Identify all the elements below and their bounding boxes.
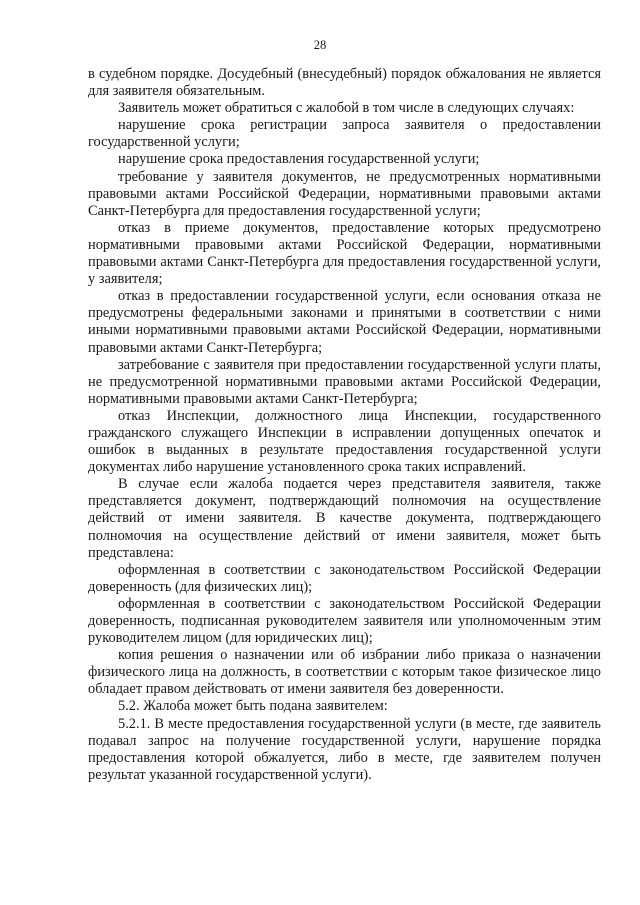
document-body [88, 66, 601, 784]
list-item: отказ в предоставлении государственной услуги, если основания отказа не предусмотрены федеральными законами и принятыми в соответствии с ними иными нормативными правовыми актами Российской Федерации, нормативными правовыми актами Санкт-Петербурга; [88, 288, 601, 356]
paragraph: В случае если жалоба подается через представителя заявителя, также представляется документ, подтверждающий полномочия на осуществление действий от имени заявителя. В качестве документа, подтверждающего полномочия на осуществление действий от имени заявителя, может быть представлена: [88, 476, 601, 561]
list-item: оформленная в соответствии с законодательством Российской Федерации доверенность (для физических лиц); [88, 561, 601, 595]
list-item: оформленная в соответствии с законодательством Российской Федерации доверенность, подписанная руководителем заявителя или уполномоченным этим руководителем лицом (для юридических лиц); [88, 595, 601, 647]
paragraph: в судебном порядке. Досудебный (внесудебный) порядок обжалования не является для заявителя обязательным. [88, 66, 601, 100]
list-item: требование у заявителя документов, не предусмотренных нормативными правовыми актами Российской Федерации, нормативными правовыми актами Санкт-Петербурга для предоставления государственной услуги; [88, 168, 601, 219]
list-item: затребование с заявителя при предоставлении государственной услуги платы, не предусмотренной нормативными правовыми актами Российской Федерации, нормативными правовыми актами Санкт-Петербурга; [88, 356, 601, 407]
section-heading: 5.2. Жалоба может быть подана заявителем: [118, 698, 388, 715]
list-item: нарушение срока предоставления государственной услуги; [118, 151, 480, 168]
list-item: копия решения о назначении или об избрании либо приказа о назначении физического лица на должность, в соответствии с которым такое физическое лицо обладает правом действовать от имени заявителя без доверенности. [88, 647, 601, 698]
list-item: отказ Инспекции, должностного лица Инспекции, государственного гражданского служащего Инспекции в исправлении допущенных опечаток и ошибок в выданных в результате предоставления государственной услуги документах либо нарушение установленного срока таких исправлений. [88, 407, 601, 476]
paragraph: Заявитель может обратиться с жалобой в том числе в следующих случаях: [118, 100, 575, 117]
list-item: нарушение срока регистрации запроса заявителя о предоставлении государственной услуги; [88, 117, 601, 151]
list-item: отказ в приеме документов, предоставление которых предусмотрено нормативными правовыми актами Российской Федерации, нормативными правовыми актами Санкт-Петербурга для предоставления государственной услуги, у заявителя; [88, 219, 601, 288]
paragraph: 5.2.1. В месте предоставления государственной услуги (в месте, где заявитель подавал запрос на получение государственной услуги, нарушение порядка предоставления которой обжалуется, либо в месте, где заявителем получен результат указанной государственной услуги). [88, 715, 601, 783]
page-number: 28 [313, 38, 327, 52]
